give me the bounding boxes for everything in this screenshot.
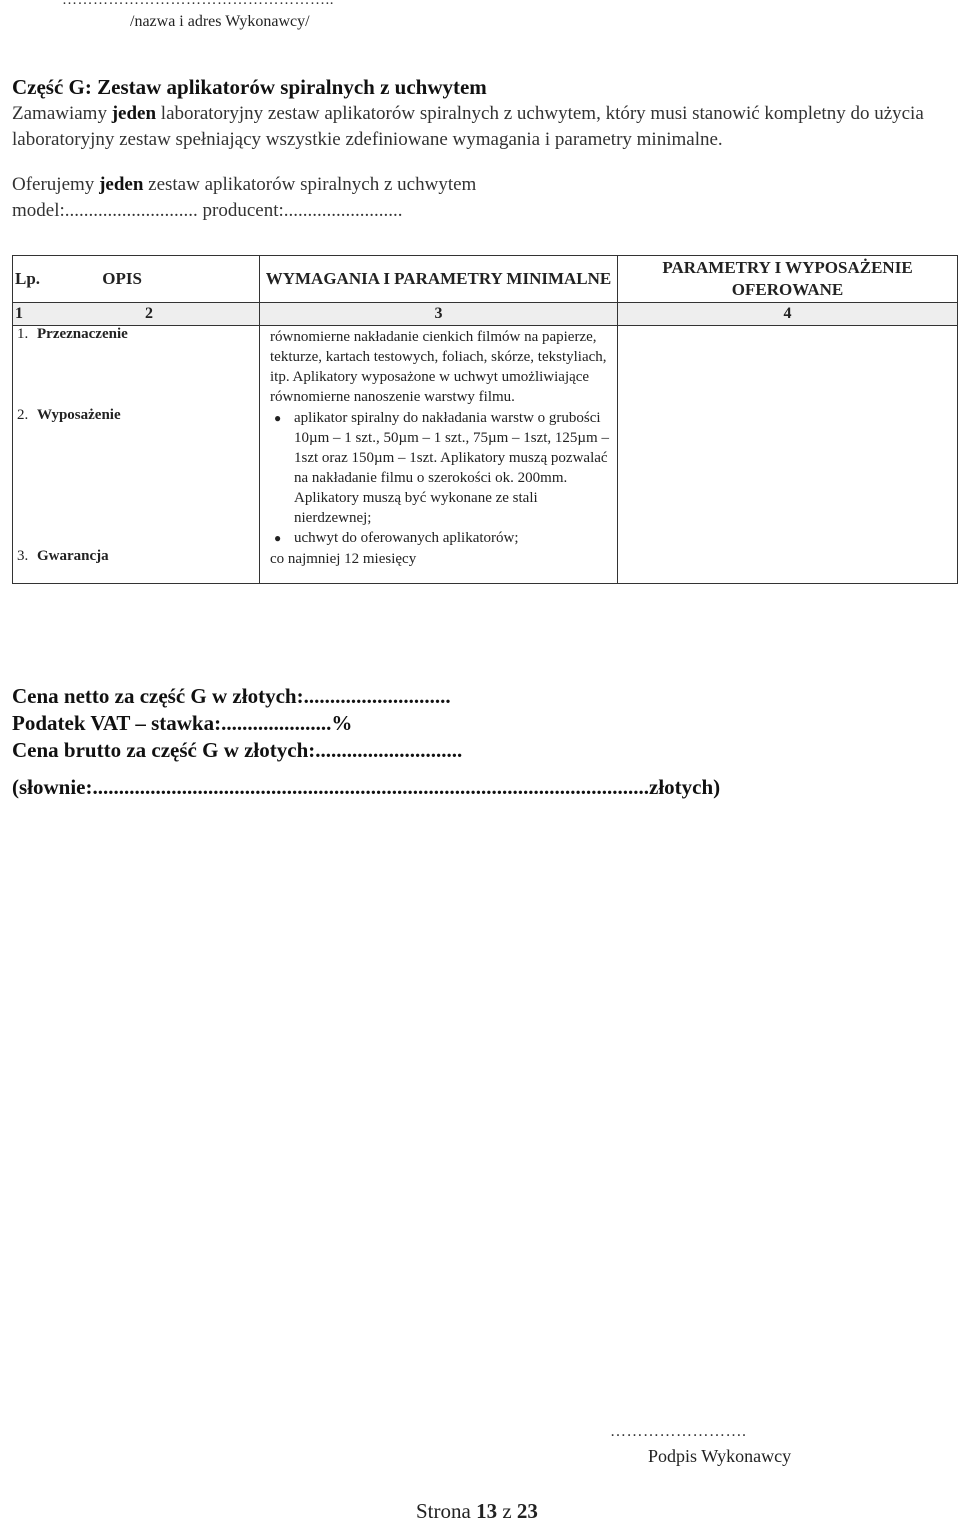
- offer-description: [12, 172, 957, 224]
- col-num-1: 1: [15, 305, 23, 322]
- order-description: [12, 101, 957, 153]
- footer-total: 23: [516, 1499, 538, 1523]
- list-item: [274, 408, 613, 528]
- section-title: Część G: Zestaw aplikatorów spiralnych z uchwytem: [12, 75, 487, 99]
- row-3-label: [13, 548, 260, 584]
- row-3-offered[interactable]: [618, 548, 958, 584]
- col-num-2: 2: [145, 305, 153, 322]
- model-line: model:............................ producent:.........................: [12, 200, 403, 221]
- contractor-dots: ……………………………………………..: [62, 0, 334, 8]
- row-1-label: [13, 326, 260, 408]
- page-number: [416, 1499, 538, 1524]
- row-2-requirements: [260, 407, 618, 548]
- equipment-item-2: uchwyt do oferowanych aplikatorów;: [294, 530, 519, 546]
- row-1-offered[interactable]: [618, 326, 958, 408]
- equipment-item-1: aplikator spiralny do nakładania warstw o grubości 10µm – 1 szt., 50µm – 1 szt., 75µm – 1szt, 125µm – 1szt oraz 150µm – 1szt. Aplikatory muszą pozwalać na nakładanie filmu o szerokości ok. 200mm. Aplikatory muszą być wykonane ze stali nierdzewnej;: [294, 410, 609, 526]
- table-row: [13, 407, 958, 548]
- col-num-3: 3: [260, 303, 618, 326]
- footer-pre: Strona: [416, 1499, 477, 1523]
- vat-rate-line[interactable]: Podatek VAT – stawka:.....................%: [12, 711, 353, 735]
- header-lp-opis: [13, 256, 260, 303]
- row-3-name: Gwarancja: [37, 548, 109, 564]
- row-2-label: [13, 407, 260, 548]
- header-lp: Lp.: [15, 269, 41, 288]
- table-header-row: [13, 256, 958, 303]
- net-price-line[interactable]: Cena netto za część G w złotych:............................: [12, 684, 451, 708]
- intro-pre: Zamawiamy: [12, 103, 112, 124]
- col-num-4: 4: [618, 303, 958, 326]
- intro-bold: jeden: [111, 103, 157, 124]
- row-2-name: Wyposażenie: [37, 407, 121, 423]
- bullet-icon: ●: [274, 531, 282, 545]
- equipment-list: [270, 408, 613, 548]
- footer-page: 13: [476, 1499, 498, 1523]
- row-1-name: Przeznaczenie: [37, 326, 128, 342]
- footer-mid: z: [497, 1499, 517, 1523]
- table-row: [13, 548, 958, 584]
- table-row: [13, 326, 958, 408]
- gross-price-line[interactable]: Cena brutto za część G w złotych:............................: [12, 738, 463, 762]
- list-item: [274, 528, 613, 548]
- row-3-requirements: co najmniej 12 miesięcy: [260, 548, 618, 584]
- offer-pre: Oferujemy: [12, 174, 100, 195]
- header-opis: OPIS: [102, 269, 142, 288]
- contractor-label: /nazwa i adres Wykonawcy/: [130, 13, 310, 30]
- signature-label: Podpis Wykonawcy: [648, 1446, 792, 1466]
- offer-bold: jeden: [99, 174, 144, 195]
- price-in-words-line[interactable]: (słownie:..........................................................................................................złotych): [12, 775, 721, 799]
- bullet-icon: ●: [274, 411, 282, 425]
- offer-post: zestaw aplikatorów spiralnych z uchwytem: [143, 174, 477, 195]
- row-1-num: 1.: [17, 326, 29, 342]
- col-num-1-2: [13, 303, 260, 326]
- row-3-num: 3.: [17, 548, 29, 564]
- header-wymagania: WYMAGANIA I PARAMETRY MINIMALNE: [260, 256, 618, 303]
- intro-post: laboratoryjny zestaw aplikatorów spiralnych z uchwytem, który musi stanowić kompletny do użycia laboratoryjny zestaw spełniający wszystkie zdefiniowane wymagania i parametry minimalne.: [12, 103, 924, 150]
- header-oferowane: PARAMETRY I WYPOSAŻENIE OFEROWANE: [618, 256, 958, 303]
- specification-table: [12, 255, 958, 584]
- row-1-requirements: równomierne nakładanie cienkich filmów na papierze, tekturze, kartach testowych, foliach, skórze, tekstyliach, itp. Aplikatory wyposażone w uchwyt umożliwiające równomierne nanoszenie warstwy filmu.: [260, 326, 618, 408]
- row-2-offered[interactable]: [618, 407, 958, 548]
- row-2-num: 2.: [17, 407, 29, 423]
- signature-dots[interactable]: …………………….: [610, 1423, 747, 1440]
- column-number-row: [13, 303, 958, 326]
